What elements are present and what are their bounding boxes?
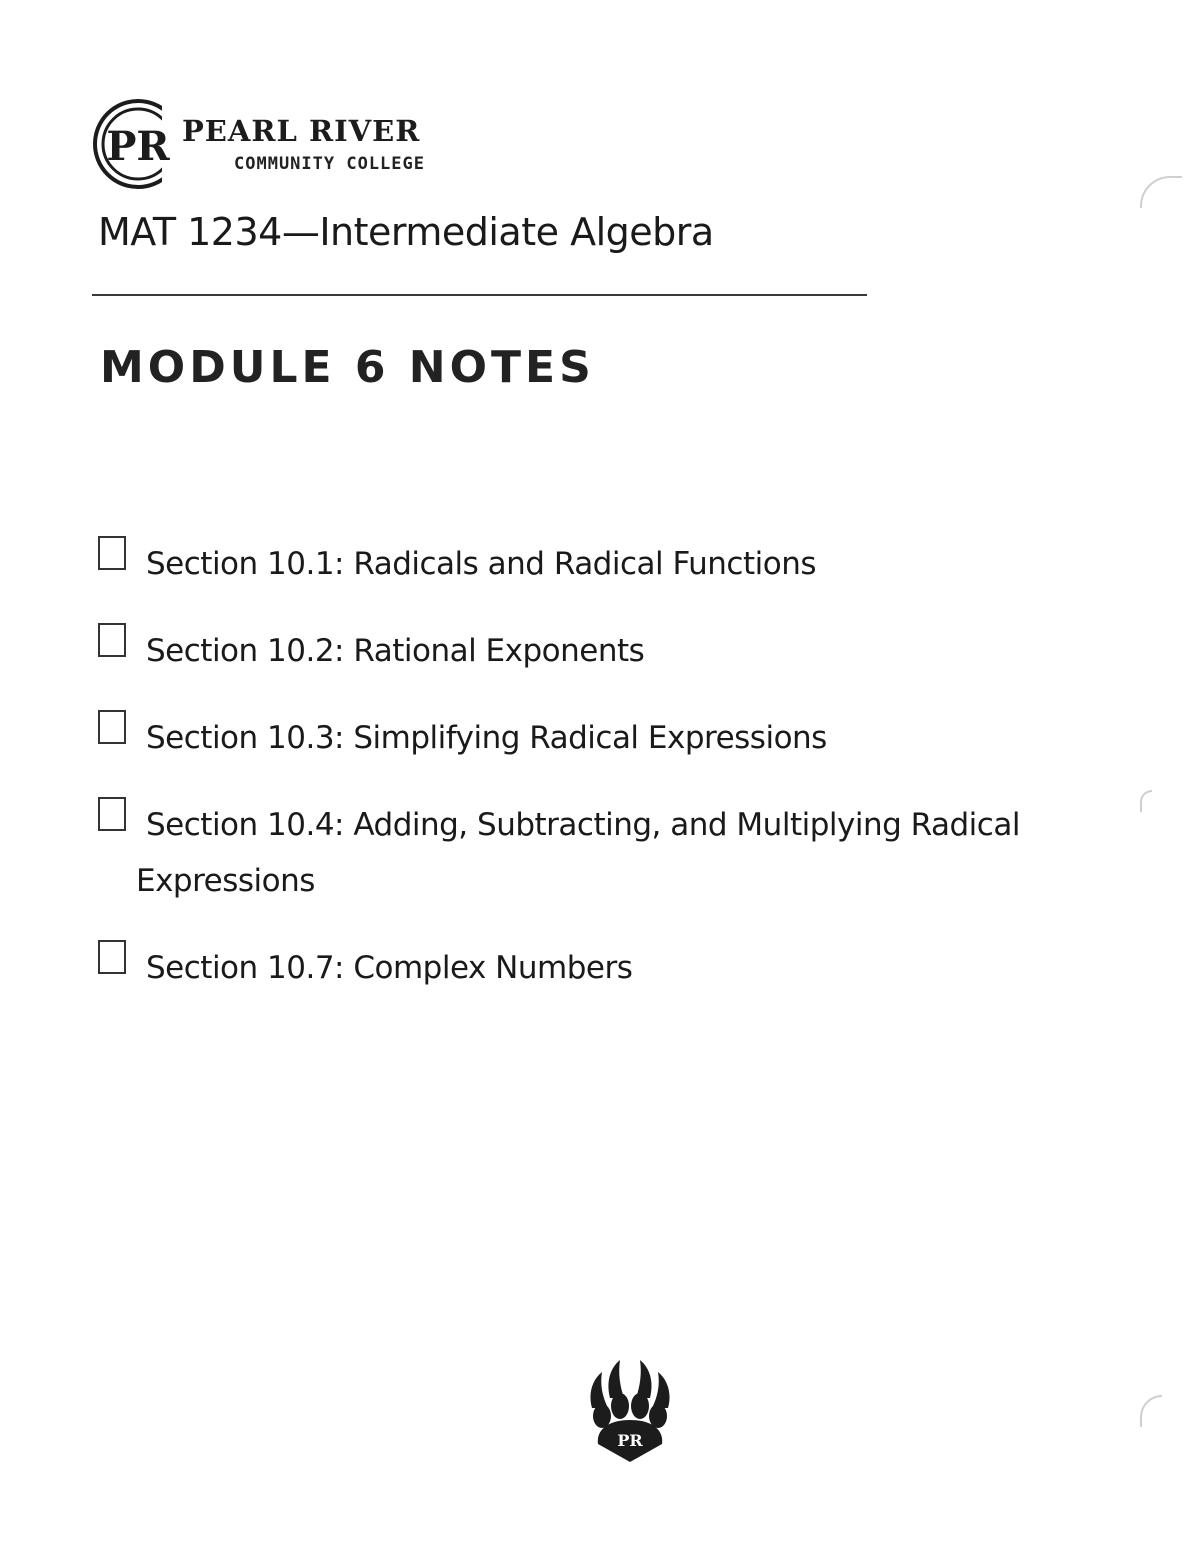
paw-mascot-icon [584,1358,676,1466]
binder-hole-mark [1140,790,1152,812]
checklist-item [98,797,1078,909]
checklist-item-label: Section 10.2: Rational Exponents [146,633,645,669]
pr-monogram-logo-icon [92,96,182,192]
college-name: PEARL RIVER [182,114,421,148]
divider-line [92,294,867,296]
college-subtitle: COMMUNITY COLLEGE [234,154,425,174]
module-title: MODULE 6 NOTES [100,342,595,393]
binder-hole-mark [1140,1395,1162,1427]
course-title: MAT 1234—Intermediate Algebra [98,210,714,254]
paw-monogram-text: PR [617,1431,643,1450]
checkbox[interactable] [98,536,126,570]
checklist-item-label: Section 10.4: Adding, Subtracting, and Multiplying Radical [146,807,1020,843]
monogram-text: PR [106,123,170,170]
checklist-item [98,536,1078,592]
checkbox[interactable] [98,797,126,831]
checklist-item-label: Section 10.3: Simplifying Radical Expressions [146,720,827,756]
checkbox[interactable] [98,710,126,744]
checklist-item-label: Section 10.7: Complex Numbers [146,950,633,986]
checklist-item [98,940,1078,996]
checklist-item-label-continued: Expressions [136,863,315,899]
college-logo [92,96,512,196]
binder-hole-mark [1140,176,1182,208]
checklist-item [98,710,1078,766]
checklist-item-label: Section 10.1: Radicals and Radical Functions [146,546,816,582]
section-checklist [98,536,1078,1027]
checklist-item [98,623,1078,679]
checkbox[interactable] [98,940,126,974]
checkbox[interactable] [98,623,126,657]
